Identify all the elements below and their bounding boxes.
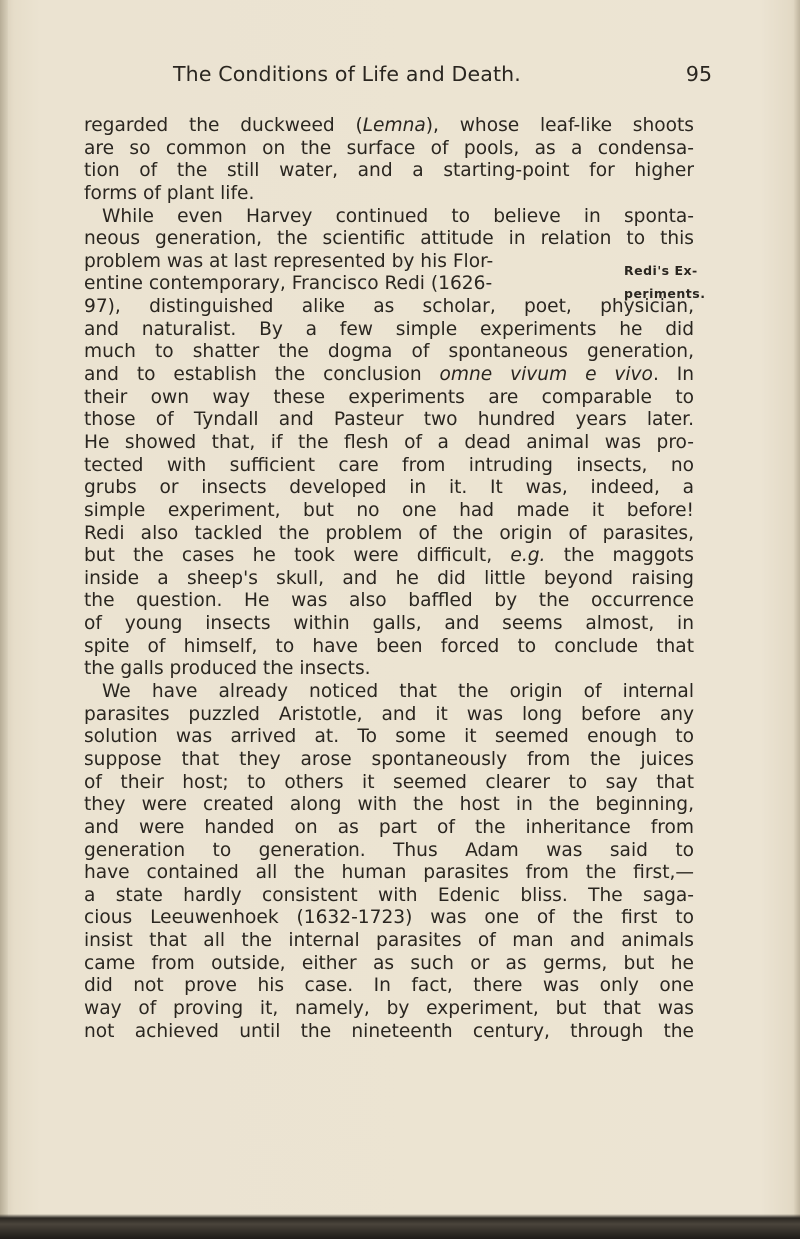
text-line: suppose that they arose spontaneously from the juices bbox=[84, 748, 694, 770]
text-line: and naturalist. By a few simple experiments he did bbox=[84, 318, 694, 340]
text-line: did not prove his case. In fact, there was only one bbox=[84, 975, 694, 997]
text-line: He showed that, if the flesh of a dead animal was pro- bbox=[84, 431, 694, 453]
text-line: neous generation, the scientific attitude in relation to this bbox=[84, 228, 694, 250]
text-line: have contained all the human parasites from the first,— bbox=[84, 862, 694, 884]
text-line: inside a sheep's skull, and he did little beyond raising bbox=[84, 567, 694, 589]
page-edge bbox=[794, 0, 800, 1239]
text-line: way of proving it, namely, by experiment, but that was bbox=[84, 997, 694, 1019]
text-line: solution was arrived at. To some it seemed enough to bbox=[84, 726, 694, 748]
text-line: those of Tyndall and Pasteur two hundred years later. bbox=[84, 409, 694, 431]
text-line: and to establish the conclusion omne vivum e vivo. In bbox=[84, 364, 694, 386]
text-line: the question. He was also baffled by the occurrence bbox=[84, 590, 694, 612]
text-line: not achieved until the nineteenth century, through the bbox=[84, 1020, 694, 1042]
text-line: much to shatter the dogma of spontaneous generation, bbox=[84, 341, 694, 363]
page-gutter-shadow bbox=[0, 0, 8, 1239]
text-line: came from outside, either as such or as germs, but he bbox=[84, 952, 694, 974]
text-line: regarded the duckweed (Lemna), whose leaf-like shoots bbox=[84, 115, 694, 136]
text-line: problem was at last represented by his Flor- bbox=[84, 250, 494, 272]
text-line: forms of plant life. bbox=[84, 182, 255, 204]
text-line: are so common on the surface of pools, as a condensa- bbox=[84, 137, 694, 159]
body-text bbox=[84, 115, 694, 1043]
text-line: grubs or insects developed in it. It was, indeed, a bbox=[84, 477, 694, 499]
sidenote-line-2: periments. bbox=[624, 286, 706, 301]
italic-term: omne vivum e vivo bbox=[439, 364, 653, 386]
text-line: While even Harvey continued to believe in sponta- bbox=[102, 205, 694, 227]
text-line: spite of himself, to have been forced to conclude that bbox=[84, 635, 694, 657]
text-line: their own way these experiments are comparable to bbox=[84, 386, 694, 408]
text-line: 97), distinguished alike as scholar, poet, physician, bbox=[84, 296, 694, 318]
paragraph bbox=[84, 681, 694, 1043]
text-line: simple experiment, but no one had made it before! bbox=[84, 499, 694, 521]
text-line: parasites puzzled Aristotle, and it was long before any bbox=[84, 703, 694, 725]
page-bottom-edge bbox=[0, 1214, 800, 1239]
text-line: entine contemporary, Francisco Redi (1626- bbox=[84, 273, 493, 295]
text-line: they were created along with the host in the beginning, bbox=[84, 794, 694, 816]
text-line: and were handed on as part of the inheritance from bbox=[84, 816, 694, 838]
text-line: Redi also tackled the problem of the origin of parasites, bbox=[84, 522, 694, 544]
text-line: We have already noticed that the origin of internal bbox=[102, 681, 694, 703]
text-line: insist that all the internal parasites of man and animals bbox=[84, 930, 694, 952]
text-line: the galls produced the insects. bbox=[84, 658, 371, 680]
page-number: 95 bbox=[685, 62, 712, 86]
text-line: cious Leeuwenhoek (1632-1723) was one of the first to bbox=[84, 907, 694, 929]
text-line: a state hardly consistent with Edenic bliss. The saga- bbox=[84, 884, 694, 906]
italic-term: e.g. bbox=[510, 545, 546, 567]
text-line: of young insects within galls, and seems almost, in bbox=[84, 613, 694, 635]
text-line: tected with sufficient care from intruding insects, no bbox=[84, 454, 694, 476]
text-line: but the cases he took were difficult, e.g. the maggots bbox=[84, 545, 694, 567]
text-line: of their host; to others it seemed clearer to say that bbox=[84, 771, 694, 793]
paragraph bbox=[84, 206, 694, 681]
page-header bbox=[60, 62, 740, 98]
text-line: generation to generation. Thus Adam was said to bbox=[84, 839, 694, 861]
text-line: tion of the still water, and a starting-point for higher bbox=[84, 160, 694, 182]
sidenote-line-1: Redi's Ex- bbox=[624, 263, 698, 278]
running-title: The Conditions of Life and Death. bbox=[173, 62, 521, 86]
paragraph bbox=[84, 115, 694, 206]
italic-term: Lemna bbox=[362, 115, 426, 136]
